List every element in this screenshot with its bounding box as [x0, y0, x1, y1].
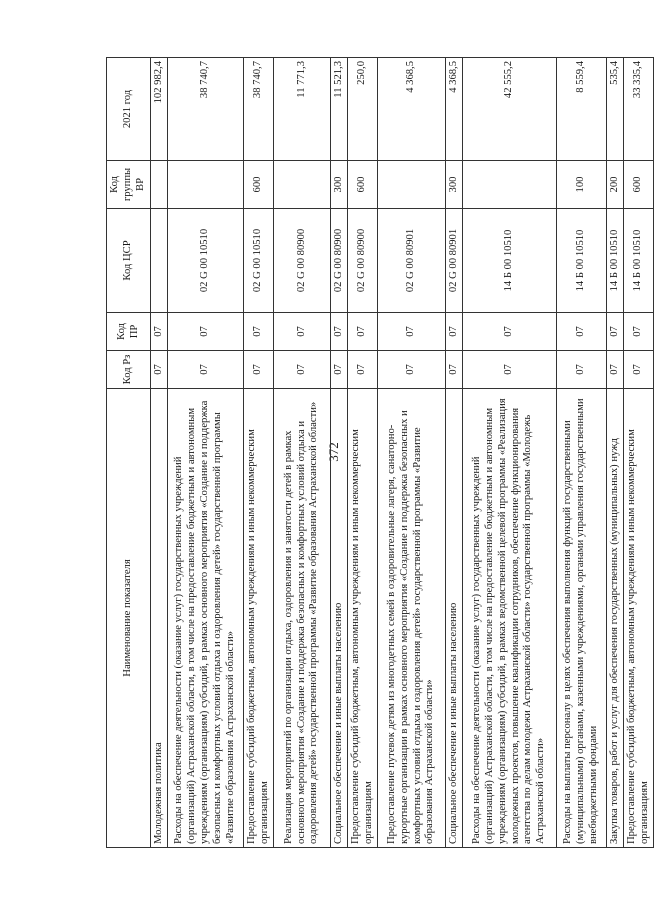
budget-table-rotated: [106, 58, 650, 848]
row-name: Социальное обеспечение и иные выплаты населению: [331, 389, 348, 848]
row-vr: 600: [244, 161, 274, 209]
table-row: [378, 58, 446, 848]
row-csr: 14 Б 00 10510: [463, 209, 557, 313]
row-vr: 300: [446, 161, 463, 209]
row-csr: 14 Б 00 10510: [624, 209, 654, 313]
row-sum: 33 335,4: [624, 58, 654, 161]
row-name: Предоставление путевок детям из многодетных семей в оздоровительные лагеря, санаторно-курортные организации в рамках основного мероприятия «Создание и поддержка безопасных и комфортных условий отдыха и оздоровления детей» государственной программы «Развитие образования Астраханской области»: [378, 389, 446, 848]
table-header-row: [107, 58, 151, 848]
table-row: [348, 58, 378, 848]
row-sum: 11 771,3: [274, 58, 331, 161]
row-pr: 07: [446, 313, 463, 351]
row-rz: 07: [607, 351, 624, 389]
row-vr: 200: [607, 161, 624, 209]
row-csr: 14 Б 00 10510: [607, 209, 624, 313]
row-vr: 100: [557, 161, 607, 209]
row-csr: 02 G 00 10510: [168, 209, 244, 313]
row-vr: [378, 161, 446, 209]
row-name: Предоставление субсидий бюджетным, автономным учреждениям и иным некоммерческим организациям: [244, 389, 274, 848]
row-pr: 07: [274, 313, 331, 351]
row-pr: 07: [331, 313, 348, 351]
row-csr: 14 Б 00 10510: [557, 209, 607, 313]
row-pr: 07: [463, 313, 557, 351]
row-pr: 07: [378, 313, 446, 351]
row-vr: [168, 161, 244, 209]
table-row: [463, 58, 557, 848]
row-pr: 07: [624, 313, 654, 351]
row-sum: 42 555,2: [463, 58, 557, 161]
row-rz: 07: [557, 351, 607, 389]
row-rz: 07: [151, 351, 168, 389]
table-row: [607, 58, 624, 848]
row-rz: 07: [274, 351, 331, 389]
row-name: Предоставление субсидий бюджетным, автономным учреждениям и иным некоммерческим организациям: [348, 389, 378, 848]
row-name: Расходы на выплаты персоналу в целях обеспечения выполнения функций государственными (муниципальными) органами, казенными учреждениями, органами управления государственными внебюджетными фондами: [557, 389, 607, 848]
row-sum: 11 521,3: [331, 58, 348, 161]
row-csr: 02 G 00 80901: [378, 209, 446, 313]
budget-table: [106, 57, 654, 848]
row-name: Расходы на обеспечение деятельности (оказание услуг) государственных учреждений (организаций) Астраханской области, в том числе на предоставление бюджетным и автономным учреждениям (организациям) субсидий, в рамках основного мероприятия «Создание и поддержка безопасных и комфортных условий отдыха и оздоровления детей» государственной программы «Развитие образования Астраханской области»: [168, 389, 244, 848]
row-csr: 02 G 00 10510: [244, 209, 274, 313]
row-csr: 02 G 00 80901: [446, 209, 463, 313]
row-sum: 102 982,4: [151, 58, 168, 161]
row-csr: 02 G 00 80900: [331, 209, 348, 313]
row-sum: 38 740,7: [168, 58, 244, 161]
table-row: [274, 58, 331, 848]
row-pr: 07: [168, 313, 244, 351]
row-sum: 535,4: [607, 58, 624, 161]
row-rz: 07: [378, 351, 446, 389]
table-row: [331, 58, 348, 848]
table-row: [244, 58, 274, 848]
row-rz: 07: [168, 351, 244, 389]
table-row: [446, 58, 463, 848]
row-name: Молодежная политика: [151, 389, 168, 848]
row-pr: 07: [557, 313, 607, 351]
row-sum: 250,0: [348, 58, 378, 161]
row-pr: 07: [348, 313, 378, 351]
table-row: [168, 58, 244, 848]
row-vr: 300: [331, 161, 348, 209]
row-rz: 07: [244, 351, 274, 389]
row-sum: 38 740,7: [244, 58, 274, 161]
row-pr: 07: [607, 313, 624, 351]
row-vr: 600: [348, 161, 378, 209]
row-rz: 07: [348, 351, 378, 389]
table-row: [624, 58, 654, 848]
row-name: Социальное обеспечение и иные выплаты населению: [446, 389, 463, 848]
row-vr: 600: [624, 161, 654, 209]
row-sum: 8 559,4: [557, 58, 607, 161]
table-row: [557, 58, 607, 848]
row-rz: 07: [463, 351, 557, 389]
row-pr: 07: [244, 313, 274, 351]
table-row: [151, 58, 168, 848]
row-rz: 07: [446, 351, 463, 389]
row-sum: 4 368,5: [446, 58, 463, 161]
row-vr: [151, 161, 168, 209]
row-sum: 4 368,5: [378, 58, 446, 161]
row-csr: [151, 209, 168, 313]
row-vr: [463, 161, 557, 209]
header-sum: 2021 год: [107, 58, 151, 161]
row-name: Расходы на обеспечение деятельности (оказание услуг) государственных учреждений (организаций) Астраханской области, в том числе на предоставление бюджетным и автономным учреждениям (организациям) субсидий, в рамках ведомственной целевой программы «Реализация молодежных проектов, повышение квалификации сотрудников, обеспечение функционирования агентства по делам молодежи Астраханской области» государственной программы «Молодежь Астраханской области»: [463, 389, 557, 848]
row-rz: 07: [331, 351, 348, 389]
header-vr: Код группы ВР: [107, 161, 151, 209]
row-vr: [274, 161, 331, 209]
row-csr: 02 G 00 80900: [348, 209, 378, 313]
row-rz: 07: [624, 351, 654, 389]
row-csr: 02 G 00 80900: [274, 209, 331, 313]
row-name: Закупка товаров, работ и услуг для обеспечения государственных (муниципальных) нужд: [607, 389, 624, 848]
row-pr: 07: [151, 313, 168, 351]
row-name: Предоставление субсидий бюджетным, автономным учреждениям и иным некоммерческим организациям: [624, 389, 654, 848]
header-csr: Код ЦСР: [107, 209, 151, 313]
header-rz: Код Рз: [107, 351, 151, 389]
header-pr: Код ПР: [107, 313, 151, 351]
page-number: 372: [326, 442, 341, 462]
row-name: Реализация мероприятий по организации отдыха, оздоровления и занятости детей в рамках основного мероприятия «Создание и поддержка безопасных и комфортных условий отдыха и оздоровления детей» государственной программы «Развитие образования Астраханской области»: [274, 389, 331, 848]
header-name: Наименование показателя: [107, 389, 151, 848]
